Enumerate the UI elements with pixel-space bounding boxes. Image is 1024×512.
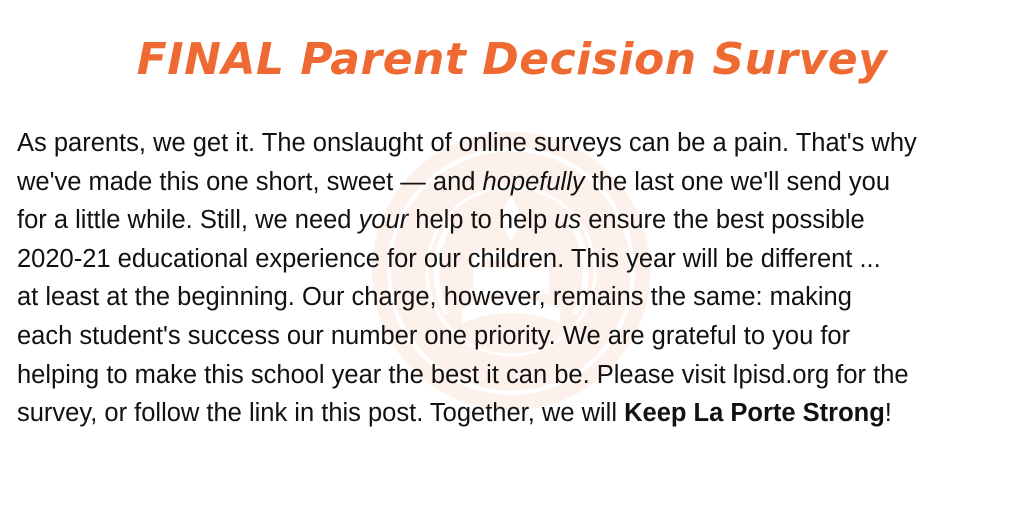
page-title: FINAL Parent Decision Survey	[136, 34, 888, 85]
text-line: for a little while. Still, we need your help to help us ensure the best possible	[17, 206, 865, 235]
slogan-text: Keep La Porte Strong	[624, 399, 885, 428]
text-line: helping to make this school year the best it can be. Please visit lpisd.org for the	[17, 360, 909, 389]
announcement-text	[17, 124, 1017, 433]
emphasis-text: us	[554, 206, 582, 235]
text-line: at least at the beginning. Our charge, however, remains the same: making	[17, 283, 852, 312]
emphasis-text: your	[358, 206, 409, 235]
text-line: each student's success our number one priority. We are grateful to you for	[17, 321, 851, 350]
text-line: we've made this one short, sweet — and hopefully the last one we'll send you	[17, 167, 890, 196]
emphasis-text: hopefully	[482, 167, 585, 196]
text-line: As parents, we get it. The onslaught of online surveys can be a pain. That's why	[17, 129, 917, 157]
text-line: survey, or follow the link in this post. Together, we will Keep La Porte Strong!	[17, 399, 892, 428]
text-line: 2020-21 educational experience for our children. This year will be different ...	[17, 244, 881, 273]
